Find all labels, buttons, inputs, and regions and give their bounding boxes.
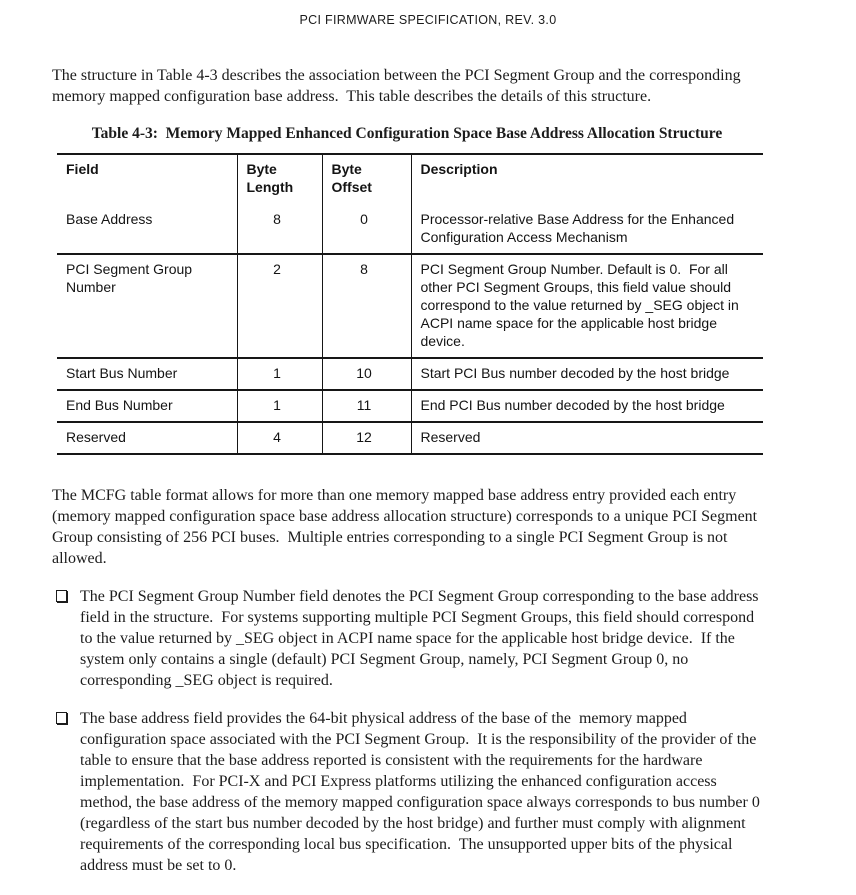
table-row bbox=[57, 254, 763, 358]
cell-description: PCI Segment Group Number. Default is 0. For all other PCI Segment Groups, this field value should correspond to the value returned by _SEG object in ACPI name space for the applicable host bridge device. bbox=[420, 261, 742, 349]
column-header-byte-offset: Byte Offset bbox=[322, 154, 411, 205]
cell-byte-offset: 0 bbox=[322, 205, 411, 254]
cell-byte-offset: 11 bbox=[322, 390, 411, 422]
bullet-text-segment-group: The PCI Segment Group Number field denotes the PCI Segment Group corresponding to the base address field in the structure. For systems supporting multiple PCI Segment Groups, this field should correspond to the value returned by _SEG object in ACPI name space for the applicable host bridge device. If the system only contains a single (default) PCI Segment Group, namely, PCI Segment Group 0, no corresponding _SEG object is required. bbox=[80, 588, 763, 689]
column-header-description: Description bbox=[420, 161, 498, 177]
table-row bbox=[57, 358, 763, 390]
column-header-field: Field bbox=[57, 154, 237, 205]
square-bullet-icon bbox=[56, 712, 67, 724]
bullet-item bbox=[52, 708, 762, 876]
cell-description: Reserved bbox=[420, 429, 481, 445]
cell-description: Processor-relative Base Address for the Enhanced Configuration Access Mechanism bbox=[420, 211, 739, 245]
intro-paragraph: The structure in Table 4-3 describes the association between the PCI Segment Group and the corresponding memory mapped configuration base address. This table describes the details of this structure. bbox=[52, 67, 745, 105]
table-row bbox=[57, 205, 763, 254]
table-header-row bbox=[57, 154, 763, 205]
table-row bbox=[57, 422, 763, 454]
cell-description: End PCI Bus number decoded by the host bridge bbox=[420, 397, 725, 413]
cell-byte-offset: 10 bbox=[322, 358, 411, 390]
cell-field: PCI Segment Group Number bbox=[57, 254, 237, 358]
page-content bbox=[52, 65, 762, 876]
cell-byte-length: 1 bbox=[237, 390, 322, 422]
square-bullet-icon bbox=[56, 590, 67, 602]
cell-byte-offset: 12 bbox=[322, 422, 411, 454]
cell-field: Reserved bbox=[57, 422, 237, 454]
cell-field: Start Bus Number bbox=[57, 358, 237, 390]
cell-byte-length: 8 bbox=[237, 205, 322, 254]
bullet-text-base-address: The base address field provides the 64-bit physical address of the base of the memory mapped configuration space associated with the PCI Segment Group. It is the responsibility of the provider of the table to ensure that the base address reported is consistent with the requirements for the hardware implementation. For PCI-X and PCI Express platforms utilizing the enhanced configuration access method, the base address of the memory mapped configuration space always corresponds to bus number 0 (regardless of the start bus number decoded by the host bridge) and further must comply with alignment requirements of the corresponding local bus specification. The unsupported upper bits of the physical address must be set to 0. bbox=[80, 710, 764, 874]
table-row bbox=[57, 390, 763, 422]
cell-byte-length: 1 bbox=[237, 358, 322, 390]
cell-description: Start PCI Bus number decoded by the host bridge bbox=[420, 365, 730, 381]
bullet-item bbox=[52, 586, 762, 691]
column-header-byte-length: Byte Length bbox=[237, 154, 322, 205]
cell-byte-length: 2 bbox=[237, 254, 322, 358]
table-caption: Table 4-3: Memory Mapped Enhanced Configuration Space Base Address Allocation Structure bbox=[91, 125, 723, 142]
cell-byte-offset: 8 bbox=[322, 254, 411, 358]
cell-field: Base Address bbox=[57, 205, 237, 254]
running-header: PCI FIRMWARE SPECIFICATION, REV. 3.0 bbox=[299, 13, 557, 27]
cell-field: End Bus Number bbox=[57, 390, 237, 422]
mcfg-paragraph: The MCFG table format allows for more than one memory mapped base address entry provided each entry (memory mapped configuration space base address allocation structure) corresponds to a unique PCI Segment Group consisting of 256 PCI buses. Multiple entries corresponding to a single PCI Segment Group is not allowed. bbox=[52, 487, 762, 567]
table-4-3 bbox=[57, 153, 763, 455]
cell-byte-length: 4 bbox=[237, 422, 322, 454]
